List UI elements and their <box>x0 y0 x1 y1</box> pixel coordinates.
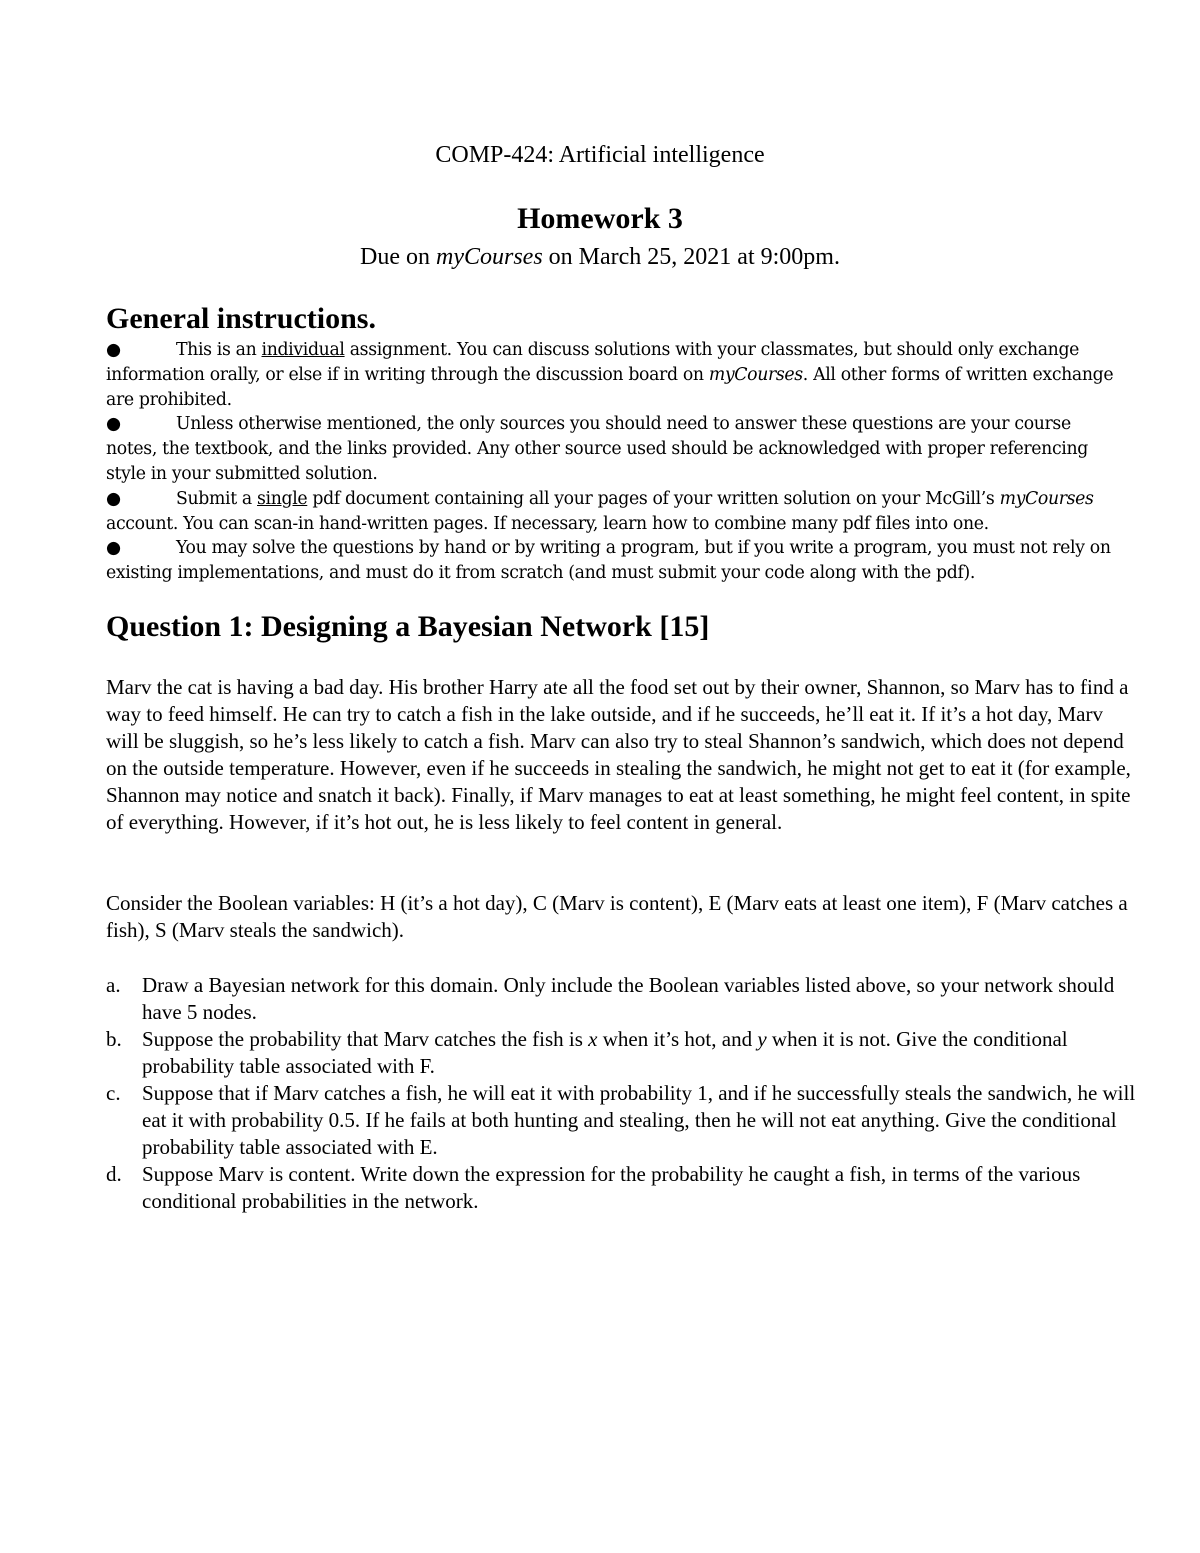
due-prefix: Due on <box>360 244 436 270</box>
part-marker: d. <box>106 1162 122 1186</box>
bullet-icon: ● <box>106 538 121 559</box>
instruction-item: ● This is an individual assignment. You can discuss solutions with your classmates, but should only exchange information orally, or else if in writing through the discussion board on myCourses. All other forms of written exchange are prohibited. <box>106 340 1114 410</box>
emphasis-single: single <box>257 488 308 509</box>
question-1-paragraph-2: Consider the Boolean variables: H (it’s a hot day), C (Marv is content), E (Marv eats at least one item), F (Marv catches a fish), S (Marv steals the sandwich). <box>106 891 1128 942</box>
part-b: b. Suppose the probability that Marv catches the fish is x when it’s hot, and y when it is not. Give the conditional probability table associated with F. <box>106 1027 1068 1078</box>
course-title: COMP-424: Artificial intelligence <box>435 142 765 168</box>
variable-y: y <box>757 1027 767 1051</box>
bullet-icon: ● <box>106 414 121 435</box>
question-1-parts <box>106 972 1136 1215</box>
question-1-paragraph-1: Marv the cat is having a bad day. His brother Harry ate all the food set out by their owner, Shannon, so Marv has to find a way to feed himself. He can try to catch a fish in the lake outside, and if he succeeds, he’ll eat it. If it’s a hot day, Marv will be sluggish, so he’s less likely to catch a fish. Marv can also try to steal Shannon’s sandwich, which does not depend on the outside temperature. However, even if he succeeds in stealing the sandwich, he might not get to eat it (for example, Shannon may notice and snatch it back). Finally, if Marv manages to eat at least something, he might feel content, in spite of everything. However, if it’s hot out, he is less likely to feel content in general. <box>106 675 1131 834</box>
variable-x: x <box>588 1027 598 1051</box>
part-d: d. Suppose Marv is content. Write down the expression for the probability he caught a fish, in terms of the various conditional probabilities in the network. <box>106 1162 1081 1213</box>
instruction-item: ● Submit a single pdf document containing all your pages of your written solution on your McGill’s myCourses account. You can scan-in hand-written pages. If necessary, learn how to combine many pdf files into one. <box>106 488 1094 534</box>
part-marker: c. <box>106 1081 121 1105</box>
bullet-icon: ● <box>106 340 121 360</box>
part-marker: a. <box>106 973 121 997</box>
question-1-heading: Question 1: Designing a Bayesian Network [15] <box>106 610 710 643</box>
homework-title: Homework 3 <box>517 202 683 235</box>
due-suffix: on March 25, 2021 at 9:00pm. <box>542 244 840 270</box>
instruction-item: ● Unless otherwise mentioned, the only sources you should need to answer these questions are your course notes, the textbook, and the links provided. Any other source used should be acknowledged with proper referencing style in your submitted solution. <box>106 414 1088 484</box>
emphasis-mycourses: myCourses <box>708 364 803 385</box>
emphasis-mycourses: myCourses <box>999 488 1094 509</box>
due-date <box>0 244 1200 271</box>
emphasis-individual: individual <box>261 340 345 360</box>
due-platform: myCourses <box>436 244 543 270</box>
general-instructions-heading: General instructions. <box>106 302 376 335</box>
instruction-item: ● You may solve the questions by hand or by writing a program, but if you write a program, you must not rely on existing implementations, and must do it from scratch (and must submit your code along with the pdf). <box>106 538 1111 584</box>
part-marker: b. <box>106 1027 122 1051</box>
bullet-icon: ● <box>106 488 121 509</box>
part-c: c. Suppose that if Marv catches a fish, he will eat it with probability 1, and if he successfully steals the sandwich, he will eat it with probability 0.5. If he fails at both hunting and stealing, then he will not eat anything. Give the conditional probability table associated with E. <box>106 1081 1136 1159</box>
part-a: a. Draw a Bayesian network for this domain. Only include the Boolean variables listed above, so your network should have 5 nodes. <box>106 973 1115 1024</box>
general-instructions-list <box>106 338 1126 586</box>
